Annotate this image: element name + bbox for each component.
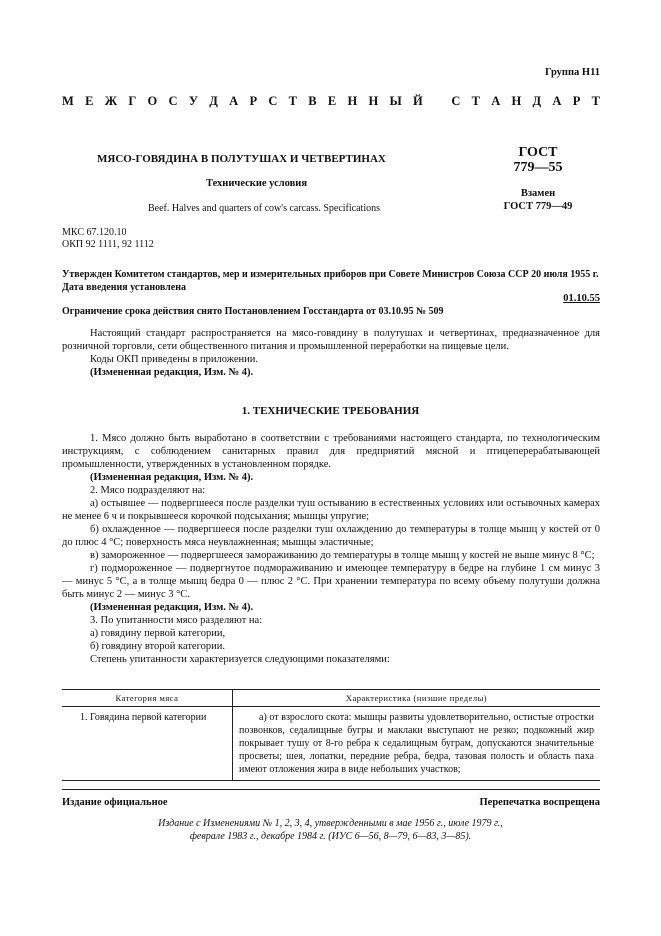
header-letter: Н	[347, 94, 358, 108]
header-letter: Р	[249, 94, 258, 108]
mks-code: МКС 67.120.10	[62, 227, 127, 238]
table-header-row	[62, 690, 600, 707]
replaces-label: Взамен	[520, 188, 556, 199]
header-letter: Д	[209, 94, 218, 108]
section-body	[62, 432, 600, 666]
header-letter: Р	[572, 94, 581, 108]
header-letter: Н	[368, 94, 379, 108]
intro-section	[62, 327, 600, 379]
fatness-table	[62, 689, 600, 781]
clause-1: 1. Мясо должно быть выработано в соответствии с требованиями настоящего стандарта, по технологическим инструкциям, с соблюдением санитарных правил для предприятий мясной и птицеперерабатывающей промышленности, утвержденных в установленном порядке.	[62, 433, 600, 470]
header-letter: С	[268, 94, 278, 108]
header-letter: С	[168, 94, 178, 108]
header-letter: Ж	[104, 94, 118, 108]
section-heading: 1. ТЕХНИЧЕСКИЕ ТРЕБОВАНИЯ	[241, 405, 420, 417]
table-header-characteristic: Характеристика (низшие пределы)	[233, 690, 601, 707]
document-title: МЯСО-ГОВЯДИНА В ПОЛУТУШАХ И ЧЕТВЕРТИНАХ	[97, 153, 386, 165]
document-subtitle: Технические условия	[206, 178, 308, 189]
english-title: Beef. Halves and quarters of cow's carcass. Specifications	[148, 203, 380, 214]
header-letter: Т	[591, 94, 600, 108]
header-letter: Й	[413, 94, 423, 108]
fatness-intro: Степень упитанности характеризуется следующими показателями:	[90, 654, 390, 665]
header-letter: Д	[532, 94, 542, 108]
classification-codes	[62, 227, 154, 251]
header-letter: А	[552, 94, 562, 108]
introduction-date: 01.10.55	[563, 293, 600, 304]
header-letter: У	[188, 94, 199, 108]
amendment-note: (Измененная редакция, Изм. № 4).	[90, 602, 254, 613]
header-letter	[434, 94, 440, 109]
header-letter: С	[451, 94, 461, 108]
edition-note-line-2: феврале 1983 г., декабре 1984 г. (ИУС 6—56, 8—79, 6—83, 3—85).	[189, 831, 472, 842]
clause-3a: а) говядину первой категории,	[90, 628, 226, 639]
interstate-standard-header	[62, 94, 600, 109]
clause-2b: б) охлажденное — подвергшееся после разделки туш охлаждению до температуры в толще мышц у костей от 0 до плюс 4 °С; поверхность мяса неувлажненная; мышцы эластичные;	[62, 524, 600, 548]
header-letter: М	[62, 94, 74, 108]
clause-3b: б) говядину второй категории.	[90, 641, 225, 652]
header-letter: А	[229, 94, 239, 108]
header-letter: О	[147, 94, 158, 108]
table-header-category: Категория мяса	[62, 690, 233, 707]
edition-note-line-1: Издание с Изменениями № 1, 2, 3, 4, утвержденными в мае 1956 г., июле 1979 г.,	[158, 818, 503, 829]
clause-2a: а) остывшее — подвергшееся после разделки туш остыванию в естественных условиях или остывочных камерах не менее 6 ч и покрывшееся корочкой подсыхания; мышцы упругие;	[62, 498, 600, 522]
table-row	[62, 707, 600, 781]
replaces-gost: ГОСТ 779—49	[503, 201, 573, 212]
header-letter: Г	[128, 94, 137, 108]
group-label: Группа Н11	[544, 67, 600, 78]
header-letter: Т	[288, 94, 298, 108]
gost-number: 779—55	[513, 160, 563, 175]
okp-note: Коды ОКП приведены в приложении.	[90, 354, 259, 365]
clause-2: 2. Мясо подразделяют на:	[90, 485, 206, 496]
header-letter: Ы	[389, 94, 402, 108]
header-letter: Т	[471, 94, 480, 108]
clause-2d: г) подмороженное — подвергнутое подмораживанию и имеющее температуру в бедре на глубине 1 см минус 3 — минус 5 °С, а в толще мышц бедра 0 — плюс 2 °С. При хранении температура по всему объему полутуши должна быть минус 2 — минус 3 °С.	[62, 563, 600, 600]
intro-paragraph: Настоящий стандарт распространяется на мясо-говядину в полутушах и четвертинах, предназначенное для розничной торговли, сети общественного питания и промышленной переработки на пищевые цели.	[62, 328, 600, 352]
amendment-note: (Измененная редакция, Изм. № 4).	[90, 472, 254, 483]
header-letter: В	[308, 94, 317, 108]
header-letter: Е	[327, 94, 337, 108]
gost-label: ГОСТ	[518, 145, 558, 160]
header-letter: Н	[511, 94, 522, 108]
table-cell-characteristic: а) от взрослого скота: мышцы развиты удовлетворительно, остистые отростки позвонков, седалищные бугры и маклаки выступают не резко; подкожный жир покрывает тушу от 8-го ребра к седалищным буграм, допускаются значительные просветы; шея, лопатки, передние ребра, бедра, тазовая полость и область паха имеют отложения жира в виде небольших участков;	[239, 712, 594, 775]
clause-3: 3. По упитанности мясо разделяют на:	[90, 615, 263, 626]
limitation-text: Ограничение срока действия снято Постановлением Госстандарта от 03.10.95 № 509	[62, 306, 444, 317]
header-letter: А	[491, 94, 501, 108]
approval-text: Утвержден Комитетом стандартов, мер и измерительных приборов при Совете Министров Союза ССР 20 июля 1955 г. Дата введения установлена	[62, 269, 599, 293]
clause-2c: в) замороженное — подвергшееся замораживанию до температуры в толще мышц у костей не выше минус 8 °С;	[90, 550, 595, 561]
amendment-note: (Измененная редакция, Изм. № 4).	[90, 367, 254, 378]
reprint-prohibited: Перепечатка воспрещена	[479, 797, 600, 808]
table-cell-category: 1. Говядина первой категории	[62, 707, 233, 781]
okp-code: ОКП 92 1111, 92 1112	[62, 239, 154, 250]
official-edition: Издание официальное	[62, 797, 168, 808]
gost-block	[493, 145, 583, 213]
header-letter: Е	[85, 94, 94, 108]
